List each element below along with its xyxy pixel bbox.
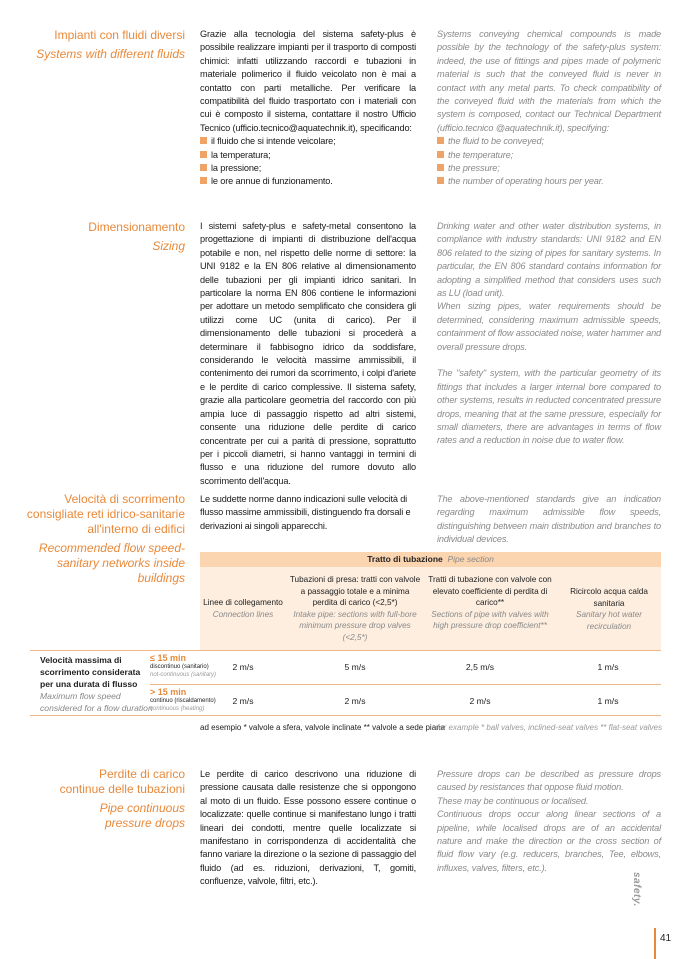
bullet-text: le ore annue di funzionamento. [211,176,333,187]
divider [30,650,661,651]
duration-type-it: discontinuo (sanitario) [150,664,209,670]
paragraph: These may be continuous or localised. [437,795,589,806]
page-number-bar [654,928,656,959]
column-header-it: Linee di collegamento [203,598,283,607]
paragraph: Le suddette norme danno indicazioni sulle velocità di flusso massime ammissibili, distinguendo fra dorsali e derivazioni ai singoli apparecchi. [200,494,411,531]
bullet-square-icon [200,164,207,171]
bullet-square-icon [437,177,444,184]
bullet-text: the pressure; [448,163,500,174]
paragraph: Pressure drops can be described as pressure drops caused by resistances that oppose fluid motion. [437,769,661,793]
column-header-en: Intake pipe: sections with full-bore minimum pressure drop valves (<2,5*) [293,609,417,642]
paragraph: Drinking water and other water distribution systems, in compliance with industry standards: UNI 9182 and EN 806 related to the sizing of pipes for sanitary systems. In particular, the EN 806 standard contains information for adopting a simplified method that considers uses such as LU (load unit). [437,221,661,299]
bullet-square-icon [200,151,207,158]
bullet-square-icon [437,137,444,144]
table-cell: 1 m/s [597,662,619,672]
bullet-square-icon [437,151,444,158]
text-it-flow-speed [200,493,416,533]
bullet-text: il fluido che si intende veicolare; [211,136,336,147]
bullet-text: the temperature; [448,149,514,160]
row-label-it: Velocità massima di scorrimento considerata per una durata di flusso [40,655,141,689]
heading-it: Perdite di carico continue delle tubazioni [59,767,185,796]
bullet-text: the number of operating hours per year. [448,176,604,187]
text-it-sizing [200,220,416,488]
column-header-it: Tubazioni di presa: tratti con valvole a passaggio totale e a minima perdita di carico (<2,5*) [289,575,421,607]
heading-en: Systems with different fluids [36,47,185,61]
text-en-pressure-drops [437,768,661,875]
paragraph: Grazie alla tecnologia del sistema safety-plus è possibile realizzare impianti per il trasporto di composti chimici: infatti utilizzando raccordi e tubazioni in materiale polimerico il fluido veicolato non è mai a contatto con parti metalliche. Per verificare la compatibilità del fluido trasportato con i materiali con cui è composto il sistema, contattare il nostro Ufficio Tecnico (ufficio.tecnico@aquatechnik.it), specificando: [200,29,416,133]
section-heading-sizing [5,220,185,254]
column-header [428,574,552,632]
divider [150,684,661,685]
table-cell: 2,5 m/s [465,662,495,672]
heading-it: Dimensionamento [88,220,185,234]
duration-type-en: continuous (heating) [150,705,205,712]
section-heading-pressure-drops [5,767,185,831]
table-cell: 2 m/s [232,662,254,672]
bullet [437,162,661,175]
duration: > 15 min [150,687,187,697]
heading-it: Impianti con fluidi diversi [54,28,185,42]
bullet [437,175,661,188]
bullet-square-icon [200,137,207,144]
paragraph: When sizing pipes, water requirements should be determined, considering maximum admissible speeds, containment of flow associated noise, water hammer and overall pressure drops. [437,301,661,352]
row-label-en: Maximum flow speed considered for a flow duration [40,691,153,713]
bullet [200,175,416,188]
duration-type-it: continuo (riscaldamento) [150,698,216,704]
paragraph: The above-mentioned standards give an indication regarding maximum admissible flow speeds, distinguishing between main distribution and branches to individual devices. [437,494,661,545]
bullet [437,149,661,162]
column-header [200,597,286,620]
column-header-it: Ricircolo acqua calda sanitaria [570,587,648,608]
duration: ≤ 15 min [150,653,186,663]
bullet-text: la pressione; [211,163,262,174]
table-cell: 2 m/s [469,696,491,706]
column-header [288,574,422,643]
table-cell: 1 m/s [597,696,619,706]
text-it-pressure-drops [200,768,416,889]
paragraph: Le perdite di carico descrivono una riduzione di pressione causata dalle resistenze che si oppongono al moto di un fluido. Esse possono essere continue o localizzate: quelle continue si manifestano lungo i tratti lineari dei condotti, mentre quelle localizzate si manifestano in corrispondenza di accidentalità che fanno variare la direzione o la sezione di passaggio del fluido (ad es. riduzioni, derivazioni, T, gomiti, confluenze, valvole, filtri, etc.). [200,769,416,887]
table-title [200,552,661,567]
bullet [200,135,416,148]
column-header-en: Sections of pipe with valves with high pressure drop coefficient** [431,609,549,630]
column-header-en: Sanitary hot water recirculation [576,610,642,631]
table-title-en: Pipe section [447,554,494,564]
paragraph: Continuous drops occur along linear sections of a pipeline, while localised drops are of an accidental nature and make the direction or the cross section of fluid flow vary (e.g. reducers, branches, Tee, elbows, influxes, valves, filters, etc.). [437,809,661,873]
column-header [566,586,652,632]
divider [30,715,661,716]
bullet [200,149,416,162]
section-heading-flow-speed [15,492,185,586]
column-header-en: Connection lines [212,609,274,619]
bullet-text: la temperatura; [211,149,271,160]
text-en-sizing [437,220,661,448]
bullet-square-icon [200,177,207,184]
footnote-it: ad esempio * valvole a sfera, valvole inclinate ** valvole a sede piana [200,723,446,732]
text-en-flow-speed [437,493,661,547]
duration-type-en: not-continuous (sanitary) [150,671,217,678]
text-it-fluids [200,28,416,189]
footnote-en: for example * ball valves, inclined-seat valves ** flat-seat valves [437,723,662,732]
heading-en: Recommended flow speed-sanitary networks inside buildings [38,541,185,585]
heading-en: Pipe continuous pressure drops [99,801,185,830]
table-cell: 2 m/s [344,696,366,706]
bullet-square-icon [437,164,444,171]
brand-logo: safety. [631,872,642,907]
bullet [200,162,416,175]
table-cell: 5 m/s [344,662,366,672]
heading-it: Velocità di scorrimento consigliate reti idrico-sanitarie all'interno di edifici [26,492,185,536]
column-header-it: Tratti di tubazione con valvole con elevato coefficiente di perdita di carico** [428,575,552,607]
paragraph: I sistemi safety-plus e safety-metal consentono la progettazione di impianti di distribuzione dell'acqua potabile e non, nel rispetto delle norme di settore: la UNI 9182 e la EN 806 relative al dimensionamento delle tubazioni per gli impianti idrico sanitari. In particolare la norma EN 806 contiene le informazioni per adottare un metodo semplificato che considera gli utilizzi come UC (unita di carico). Per il dimensionamento delle tubazioni si procederà a determinare il fabbisogno idrico da soddisfare, considerando le velocità massime ammissibili, il contenimento dei rumori da scorrimento, i colpi d'ariete e le perdite di carico complessive. Il sistema safety, grazie alla particolare geometria del raccordo con più ampia luce di passaggio rispetto ad altri sistemi, consente una riduzione delle perdite di carico concentrate per cui a parità di pressione, soprattutto per i piccoli diametri, si hanno vantaggi in termini di flusso e una riduzione del rumore dovuto allo scorrimento dell'acqua. [200,221,416,486]
table-title-it: Tratto di tubazione [367,554,443,564]
heading-en: Sizing [152,239,185,253]
paragraph: Systems conveying chemical compounds is made possible by the technology of the safety-plus system: indeed, the use of fittings and pipes made of polymeric material is such that the conveyed fluid is never in contact with any metal parts. To check compatibility of the conveyed fluid with the materials from which the system is composed, contact our Technical Department (ufficio.tecnico @aquatechnik.it), specifying: [437,29,661,133]
bullet [437,135,661,148]
paragraph: The "safety" system, with the particular geometry of its fittings that includes a larger internal bore compared to other systems, results in reducted concentrated pressure drops, meaning that at the same pressure, especially for small diameters, there are advantages in terms of flow rates and a reduction in noise due to water flow. [437,368,661,446]
section-heading-fluids [5,28,185,62]
bullet-text: the fluid to be conveyed; [448,136,544,147]
table-cell: 2 m/s [232,696,254,706]
page-number: 41 [660,933,672,944]
text-en-fluids [437,28,661,189]
